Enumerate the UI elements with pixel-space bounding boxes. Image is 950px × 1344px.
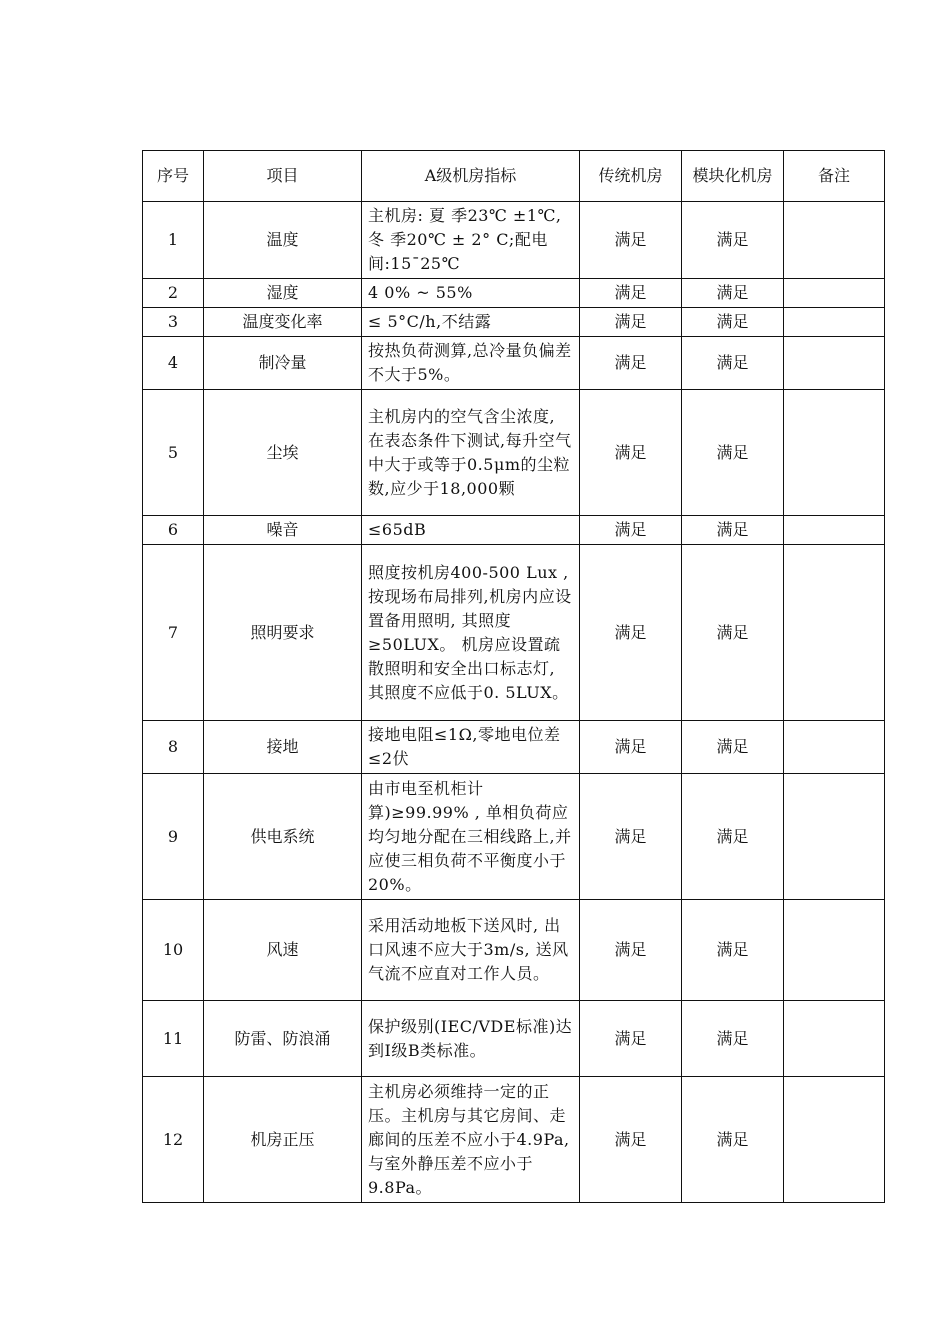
- cell-item: 机房正压: [204, 1077, 362, 1203]
- cell-no: 2: [143, 279, 204, 308]
- cell-item: 供电系统: [204, 774, 362, 900]
- cell-modular: 满足: [682, 390, 784, 516]
- cell-no: 8: [143, 721, 204, 774]
- cell-spec: 保护级别(IEC/VDE标准)达到I级B类标准。: [362, 1001, 580, 1077]
- cell-modular: 满足: [682, 1077, 784, 1203]
- cell-traditional: 满足: [580, 390, 682, 516]
- cell-note: [784, 774, 885, 900]
- cell-note: [784, 721, 885, 774]
- cell-item: 湿度: [204, 279, 362, 308]
- cell-note: [784, 390, 885, 516]
- header-traditional: 传统机房: [580, 151, 682, 202]
- cell-traditional: 满足: [580, 202, 682, 279]
- header-note: 备注: [784, 151, 885, 202]
- table-row: [143, 545, 885, 721]
- cell-spec: 照度按机房400-500 Lux ,按现场布局排列,机房内应设置备用照明, 其照度≥50LUX。 机房应设置疏散照明和安全出口标志灯, 其照度不应低于0. 5LUX。: [362, 545, 580, 721]
- cell-traditional: 满足: [580, 516, 682, 545]
- cell-spec: 由市电至机柜计算)≥99.99% , 单相负荷应均匀地分配在三相线路上,并应使三相负荷不平衡度小于20%。: [362, 774, 580, 900]
- cell-no: 6: [143, 516, 204, 545]
- cell-spec: 采用活动地板下送风时, 出口风速不应大于3m/s, 送风气流不应直对工作人员。: [362, 900, 580, 1001]
- cell-traditional: 满足: [580, 900, 682, 1001]
- table-row: [143, 900, 885, 1001]
- header-item: 项目: [204, 151, 362, 202]
- cell-modular: 满足: [682, 308, 784, 337]
- cell-traditional: 满足: [580, 1001, 682, 1077]
- cell-spec: 主机房: 夏 季23℃ ±1℃, 冬 季20℃ ± 2° C;配电间:15¯25℃: [362, 202, 580, 279]
- cell-note: [784, 545, 885, 721]
- header-modular: 模块化机房: [682, 151, 784, 202]
- table-header-row: [143, 151, 885, 202]
- table-row: [143, 308, 885, 337]
- table-row: [143, 279, 885, 308]
- cell-note: [784, 1077, 885, 1203]
- cell-item: 温度变化率: [204, 308, 362, 337]
- cell-modular: 满足: [682, 279, 784, 308]
- cell-no: 12: [143, 1077, 204, 1203]
- cell-note: [784, 308, 885, 337]
- spec-table: [142, 150, 885, 1203]
- cell-traditional: 满足: [580, 545, 682, 721]
- cell-item: 风速: [204, 900, 362, 1001]
- cell-modular: 满足: [682, 337, 784, 390]
- table-row: [143, 202, 885, 279]
- table-row: [143, 774, 885, 900]
- cell-note: [784, 202, 885, 279]
- cell-item: 尘埃: [204, 390, 362, 516]
- cell-no: 3: [143, 308, 204, 337]
- header-no: 序号: [143, 151, 204, 202]
- table-row: [143, 721, 885, 774]
- cell-note: [784, 900, 885, 1001]
- cell-item: 防雷、防浪涌: [204, 1001, 362, 1077]
- table-row: [143, 516, 885, 545]
- cell-no: 9: [143, 774, 204, 900]
- cell-traditional: 满足: [580, 308, 682, 337]
- cell-no: 1: [143, 202, 204, 279]
- cell-traditional: 满足: [580, 1077, 682, 1203]
- table-row: [143, 337, 885, 390]
- cell-note: [784, 337, 885, 390]
- cell-item: 接地: [204, 721, 362, 774]
- cell-note: [784, 279, 885, 308]
- cell-spec: ≤ 5°C/h,不结露: [362, 308, 580, 337]
- cell-traditional: 满足: [580, 279, 682, 308]
- cell-item: 噪音: [204, 516, 362, 545]
- cell-note: [784, 1001, 885, 1077]
- cell-modular: 满足: [682, 545, 784, 721]
- header-spec: A级机房指标: [362, 151, 580, 202]
- cell-traditional: 满足: [580, 774, 682, 900]
- table-row: [143, 1077, 885, 1203]
- cell-modular: 满足: [682, 202, 784, 279]
- cell-spec: 主机房必须维持一定的正压。主机房与其它房间、走廊间的压差不应小于4.9Pa,与室外静压差不应小于9.8Pa。: [362, 1077, 580, 1203]
- cell-item: 制冷量: [204, 337, 362, 390]
- table-row: [143, 390, 885, 516]
- cell-spec: 主机房内的空气含尘浓度, 在表态条件下测试,每升空气中大于或等于0.5μm的尘粒数,应少于18,000颗: [362, 390, 580, 516]
- cell-modular: 满足: [682, 774, 784, 900]
- cell-no: 10: [143, 900, 204, 1001]
- cell-spec: 4 0% ~ 55%: [362, 279, 580, 308]
- cell-spec: 接地电阻≤1Ω,零地电位差≤2伏: [362, 721, 580, 774]
- table-row: [143, 1001, 885, 1077]
- cell-modular: 满足: [682, 516, 784, 545]
- cell-note: [784, 516, 885, 545]
- cell-spec: ≤65dB: [362, 516, 580, 545]
- cell-item: 温度: [204, 202, 362, 279]
- cell-modular: 满足: [682, 721, 784, 774]
- cell-traditional: 满足: [580, 721, 682, 774]
- cell-no: 11: [143, 1001, 204, 1077]
- cell-traditional: 满足: [580, 337, 682, 390]
- cell-no: 5: [143, 390, 204, 516]
- cell-no: 7: [143, 545, 204, 721]
- cell-no: 4: [143, 337, 204, 390]
- cell-spec: 按热负荷测算,总冷量负偏差不大于5%。: [362, 337, 580, 390]
- cell-modular: 满足: [682, 900, 784, 1001]
- cell-item: 照明要求: [204, 545, 362, 721]
- cell-modular: 满足: [682, 1001, 784, 1077]
